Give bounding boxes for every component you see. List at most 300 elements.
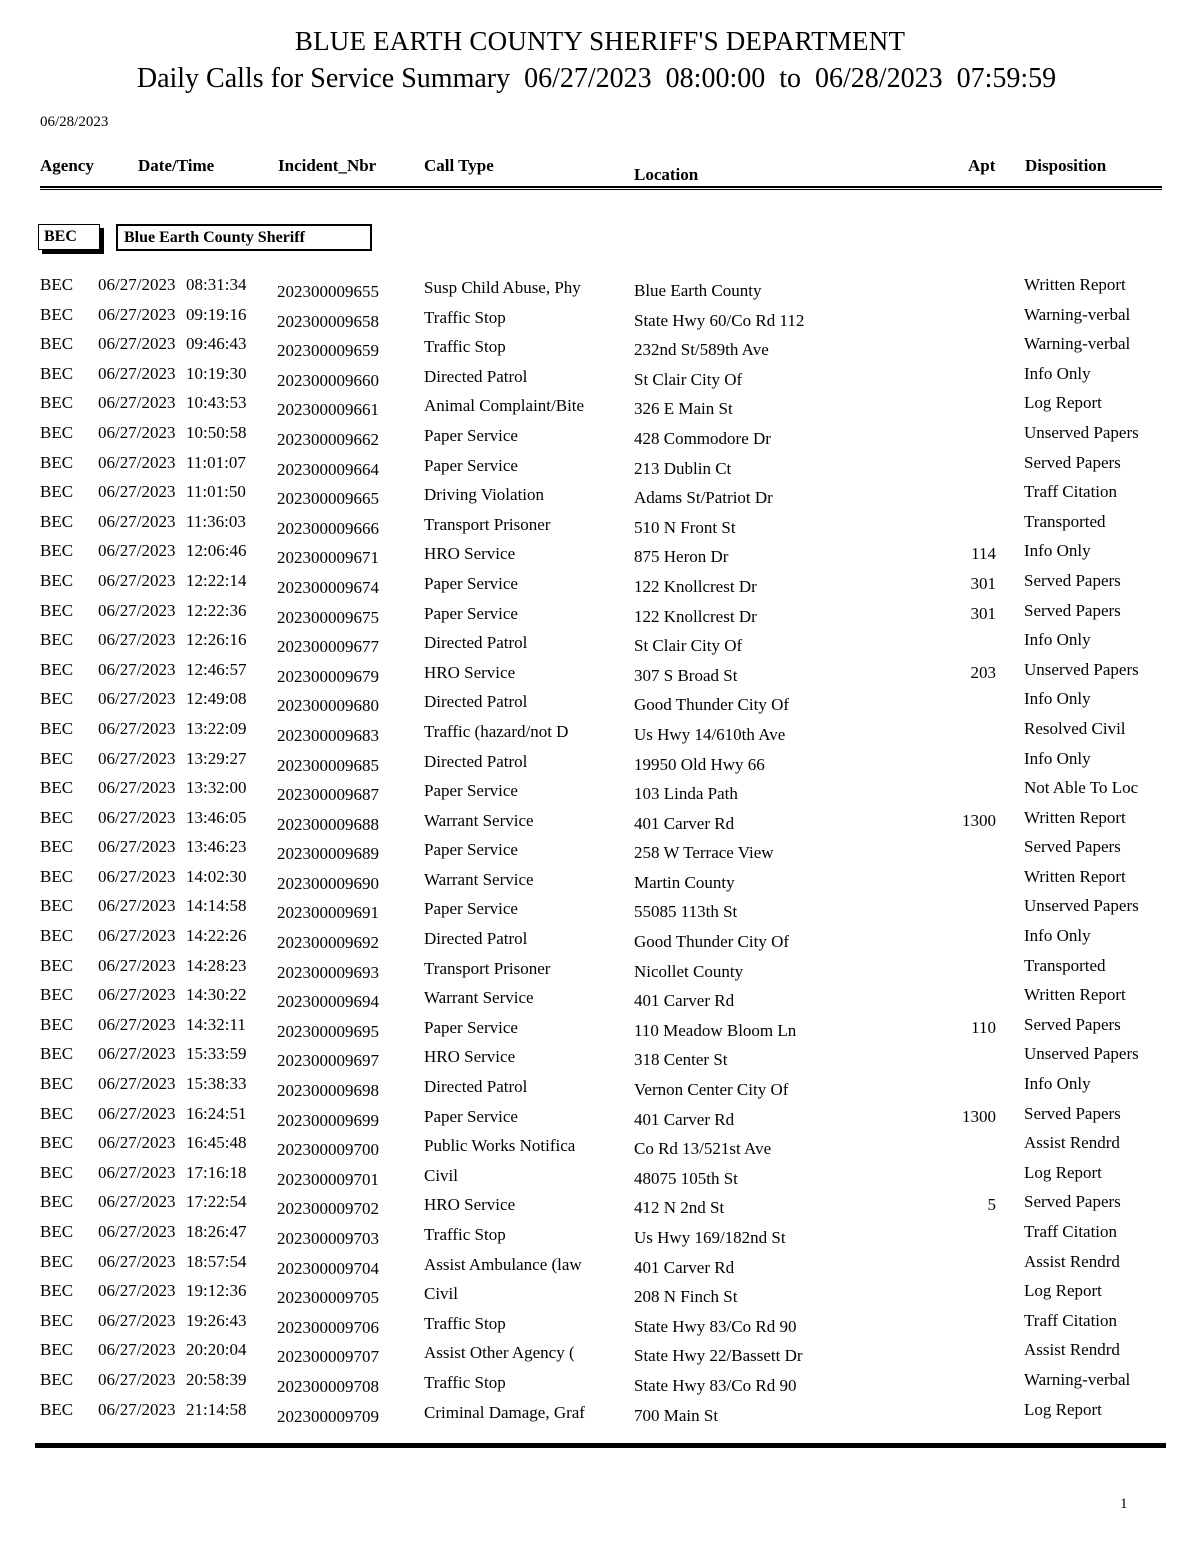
cell-agency: BEC	[40, 393, 74, 413]
cell-time: 10:50:58	[186, 422, 247, 442]
cell-agency: BEC	[40, 452, 74, 472]
cell-incident-nbr: 202300009664	[277, 459, 379, 479]
table-row	[0, 1222, 1200, 1252]
cell-date: 06/27/2023	[98, 1162, 176, 1182]
cell-time: 10:19:30	[186, 363, 247, 383]
cell-agency: BEC	[40, 1281, 74, 1301]
cell-disposition: Traff Citation	[1024, 1310, 1118, 1330]
cell-disposition: Assist Rendrd	[1024, 1133, 1120, 1153]
cell-call-type: HRO Service	[424, 544, 516, 564]
cell-incident-nbr: 202300009699	[277, 1110, 379, 1130]
cell-time: 16:45:48	[186, 1133, 247, 1153]
table-row	[0, 423, 1200, 453]
cell-time: 18:26:47	[186, 1222, 247, 1241]
cell-incident-nbr: 202300009692	[277, 933, 379, 953]
table-row	[0, 541, 1200, 571]
cell-agency: BEC	[40, 1251, 74, 1271]
cell-agency: BEC	[40, 1103, 74, 1123]
cell-date: 06/27/2023	[98, 363, 176, 383]
cell-incident-nbr: 202300009660	[277, 370, 379, 390]
cell-disposition: Info Only	[1024, 926, 1091, 946]
cell-disposition: Served Papers	[1024, 570, 1121, 590]
cell-incident-nbr: 202300009666	[277, 518, 379, 538]
column-header-location: Location	[634, 165, 699, 184]
cell-time: 11:36:03	[186, 511, 246, 531]
table-row	[0, 956, 1200, 986]
table-row	[0, 1163, 1200, 1193]
cell-incident-nbr: 202300009683	[277, 725, 379, 745]
cell-location: State Hwy 60/Co Rd 112	[634, 310, 805, 330]
cell-date: 06/27/2023	[98, 985, 176, 1005]
cell-location: St Clair City Of	[634, 636, 743, 656]
cell-location: 213 Dublin Ct	[634, 458, 732, 478]
cell-time: 14:22:26	[186, 926, 247, 946]
cell-incident-nbr: 202300009665	[277, 489, 379, 509]
cell-apt: 114	[971, 544, 996, 564]
cell-incident-nbr: 202300009691	[277, 903, 379, 923]
cell-date: 06/27/2023	[98, 541, 176, 561]
cell-call-type: Directed Patrol	[424, 1077, 528, 1097]
cell-disposition: Served Papers	[1024, 1192, 1121, 1212]
cell-location: 122 Knollcrest Dr	[634, 606, 757, 626]
cell-location: State Hwy 22/Bassett Dr	[634, 1346, 803, 1366]
cell-agency: BEC	[40, 334, 74, 354]
cell-incident-nbr: 202300009693	[277, 962, 379, 982]
cell-time: 13:22:09	[186, 718, 247, 738]
cell-location: 428 Commodore Dr	[634, 428, 771, 448]
agency-code-box: BEC	[38, 224, 100, 250]
cell-disposition: Served Papers	[1024, 1014, 1121, 1034]
cell-location: 48075 105th St	[634, 1168, 738, 1188]
cell-incident-nbr: 202300009688	[277, 814, 379, 834]
cell-incident-nbr: 202300009694	[277, 992, 379, 1012]
cell-call-type: Traffic Stop	[424, 307, 506, 327]
cell-call-type: Traffic (hazard/not D	[424, 721, 569, 741]
cell-time: 14:02:30	[186, 866, 247, 886]
table-row	[0, 660, 1200, 690]
table-row	[0, 1074, 1200, 1104]
cell-agency: BEC	[40, 541, 74, 561]
table-row	[0, 512, 1200, 542]
cell-call-type: Traffic Stop	[424, 1372, 506, 1392]
cell-call-type: Assist Other Agency (	[424, 1343, 575, 1363]
cell-agency: BEC	[40, 304, 74, 324]
cell-date: 06/27/2023	[98, 1281, 176, 1301]
cell-disposition: Traff Citation	[1024, 1222, 1118, 1241]
cell-location: 401 Carver Rd	[634, 813, 735, 833]
cell-incident-nbr: 202300009655	[277, 282, 379, 301]
cell-incident-nbr: 202300009675	[277, 607, 379, 627]
cell-location: St Clair City Of	[634, 369, 743, 389]
cell-location: 208 N Finch St	[634, 1287, 738, 1307]
cell-call-type: Civil	[424, 1284, 459, 1304]
cell-apt: 5	[987, 1195, 996, 1215]
cell-location: 232nd St/589th Ave	[634, 340, 769, 360]
cell-agency: BEC	[40, 482, 74, 502]
cell-call-type: Paper Service	[424, 1017, 518, 1037]
cell-disposition: Unserved Papers	[1024, 896, 1139, 916]
cell-incident-nbr: 202300009658	[277, 311, 379, 331]
cell-disposition: Log Report	[1024, 1399, 1102, 1419]
cell-agency: BEC	[40, 1133, 74, 1153]
cell-call-type: Paper Service	[424, 1106, 518, 1126]
cell-apt: 1300	[962, 810, 996, 830]
cell-time: 13:29:27	[186, 748, 247, 768]
cell-date: 06/27/2023	[98, 659, 176, 679]
cell-call-type: Civil	[424, 1165, 459, 1185]
cell-time: 12:06:46	[186, 541, 247, 561]
cell-agency: BEC	[40, 866, 74, 886]
cell-location: Nicollet County	[634, 961, 744, 981]
cell-incident-nbr: 202300009701	[277, 1169, 379, 1189]
cell-call-type: Animal Complaint/Bite	[424, 396, 585, 416]
cell-incident-nbr: 202300009709	[277, 1406, 379, 1426]
cell-disposition: Written Report	[1024, 275, 1126, 294]
cell-time: 12:46:57	[186, 659, 247, 679]
cell-incident-nbr: 202300009697	[277, 1051, 379, 1071]
subtitle-connector: to	[779, 63, 802, 94]
column-header-call-type: Call Type	[424, 156, 494, 175]
cell-date: 06/27/2023	[98, 393, 176, 413]
column-header-agency: Agency	[40, 156, 94, 175]
table-row	[0, 1104, 1200, 1134]
cell-date: 06/27/2023	[98, 1074, 176, 1094]
cell-call-type: Paper Service	[424, 840, 518, 860]
cell-call-type: Directed Patrol	[424, 929, 528, 949]
table-row	[0, 778, 1200, 808]
cell-date: 06/27/2023	[98, 422, 176, 442]
cell-disposition: Served Papers	[1024, 1103, 1121, 1123]
cell-agency: BEC	[40, 570, 74, 590]
table-row	[0, 1192, 1200, 1222]
subtitle-start-date: 06/27/2023	[524, 63, 652, 94]
cell-disposition: Written Report	[1024, 866, 1126, 886]
cell-agency: BEC	[40, 718, 74, 738]
cell-disposition: Log Report	[1024, 393, 1102, 413]
report-subtitle	[0, 60, 1200, 98]
cell-date: 06/27/2023	[98, 1133, 176, 1153]
table-row	[0, 1044, 1200, 1074]
cell-location: 510 N Front St	[634, 517, 736, 537]
cell-date: 06/27/2023	[98, 1251, 176, 1271]
cell-call-type: Criminal Damage, Graf	[424, 1402, 585, 1422]
cell-date: 06/27/2023	[98, 600, 176, 620]
cell-call-type: Transport Prisoner	[424, 958, 551, 978]
cell-disposition: Not Able To Loc	[1024, 778, 1139, 798]
cell-date: 06/27/2023	[98, 955, 176, 975]
cell-date: 06/27/2023	[98, 570, 176, 590]
cell-incident-nbr: 202300009689	[277, 844, 379, 864]
table-row	[0, 453, 1200, 483]
cell-location: 55085 113th St	[634, 902, 738, 922]
cell-disposition: Assist Rendrd	[1024, 1251, 1120, 1271]
cell-incident-nbr: 202300009679	[277, 666, 379, 686]
cell-agency: BEC	[40, 1014, 74, 1034]
cell-date: 06/27/2023	[98, 926, 176, 946]
cell-location: 122 Knollcrest Dr	[634, 576, 757, 596]
table-row	[0, 630, 1200, 660]
cell-disposition: Warning-verbal	[1024, 304, 1131, 324]
table-row	[0, 1281, 1200, 1311]
cell-agency: BEC	[40, 896, 74, 916]
cell-time: 18:57:54	[186, 1251, 247, 1271]
table-row	[0, 571, 1200, 601]
cell-date: 06/27/2023	[98, 689, 176, 709]
table-row	[0, 1311, 1200, 1341]
calls-table-body	[0, 275, 1200, 1429]
cell-incident-nbr: 202300009700	[277, 1140, 379, 1160]
cell-agency: BEC	[40, 985, 74, 1005]
cell-incident-nbr: 202300009674	[277, 577, 379, 597]
cell-time: 20:20:04	[186, 1340, 247, 1360]
table-row	[0, 1015, 1200, 1045]
cell-apt: 203	[970, 662, 996, 682]
table-row	[0, 837, 1200, 867]
column-header-datetime: Date/Time	[138, 156, 215, 175]
cell-time: 17:16:18	[186, 1162, 247, 1182]
column-header-disposition: Disposition	[1025, 156, 1107, 175]
subtitle-start-time: 08:00:00	[665, 63, 766, 94]
cell-disposition: Info Only	[1024, 689, 1091, 709]
cell-disposition: Log Report	[1024, 1162, 1102, 1182]
cell-date: 06/27/2023	[98, 748, 176, 768]
cell-time: 09:46:43	[186, 334, 247, 354]
cell-agency: BEC	[40, 1399, 74, 1419]
table-row	[0, 985, 1200, 1015]
cell-date: 06/27/2023	[98, 807, 176, 827]
cell-incident-nbr: 202300009705	[277, 1288, 379, 1308]
cell-location: 19950 Old Hwy 66	[634, 754, 765, 774]
cell-incident-nbr: 202300009706	[277, 1317, 379, 1337]
column-header-incident-nbr: Incident_Nbr	[278, 156, 377, 175]
cell-date: 06/27/2023	[98, 1222, 176, 1241]
cell-agency: BEC	[40, 511, 74, 531]
cell-date: 06/27/2023	[98, 866, 176, 886]
cell-apt: 110	[971, 1017, 996, 1037]
cell-time: 17:22:54	[186, 1192, 247, 1212]
cell-location: 258 W Terrace View	[634, 843, 774, 863]
cell-disposition: Assist Rendrd	[1024, 1340, 1120, 1360]
cell-agency: BEC	[40, 955, 74, 975]
subtitle-end-time: 07:59:59	[956, 63, 1057, 94]
cell-call-type: Directed Patrol	[424, 366, 528, 386]
table-row	[0, 305, 1200, 335]
cell-agency: BEC	[40, 1222, 74, 1241]
cell-agency: BEC	[40, 275, 74, 294]
cell-agency: BEC	[40, 363, 74, 383]
cell-location: 875 Heron Dr	[634, 547, 729, 567]
cell-disposition: Info Only	[1024, 748, 1091, 768]
cell-disposition: Unserved Papers	[1024, 659, 1139, 679]
cell-location: State Hwy 83/Co Rd 90	[634, 1375, 797, 1395]
cell-call-type: Traffic Stop	[424, 1313, 506, 1333]
table-row	[0, 896, 1200, 926]
report-header	[0, 24, 1200, 98]
cell-date: 06/27/2023	[98, 896, 176, 916]
cell-call-type: Paper Service	[424, 455, 518, 475]
cell-disposition: Transported	[1024, 511, 1106, 531]
cell-agency: BEC	[40, 837, 74, 857]
cell-date: 06/27/2023	[98, 778, 176, 798]
cell-time: 12:26:16	[186, 630, 247, 650]
cell-time: 14:14:58	[186, 896, 247, 916]
cell-location: Martin County	[634, 872, 735, 892]
cell-incident-nbr: 202300009661	[277, 400, 379, 420]
cell-agency: BEC	[40, 1044, 74, 1064]
cell-location: 110 Meadow Bloom Ln	[634, 1020, 797, 1040]
cell-location: 401 Carver Rd	[634, 1257, 735, 1277]
cell-disposition: Info Only	[1024, 541, 1091, 561]
cell-agency: BEC	[40, 1310, 74, 1330]
table-row	[0, 808, 1200, 838]
cell-agency: BEC	[40, 1192, 74, 1212]
cell-call-type: Directed Patrol	[424, 692, 528, 712]
cell-location: Adams St/Patriot Dr	[634, 488, 773, 508]
cell-time: 13:32:00	[186, 778, 247, 798]
cell-disposition: Served Papers	[1024, 837, 1121, 857]
cell-incident-nbr: 202300009704	[277, 1258, 379, 1278]
cell-call-type: Public Works Notifica	[424, 1136, 576, 1156]
cell-agency: BEC	[40, 1162, 74, 1182]
subtitle-label: Daily Calls for Service Summary	[136, 63, 511, 94]
cell-incident-nbr: 202300009662	[277, 429, 379, 449]
cell-time: 12:49:08	[186, 689, 247, 709]
cell-time: 15:33:59	[186, 1044, 247, 1064]
cell-location: Blue Earth County	[634, 281, 762, 300]
cell-date: 06/27/2023	[98, 1399, 176, 1419]
cell-agency: BEC	[40, 748, 74, 768]
cell-agency: BEC	[40, 807, 74, 827]
cell-call-type: Directed Patrol	[424, 633, 528, 653]
cell-disposition: Warning-verbal	[1024, 1369, 1131, 1389]
cell-date: 06/27/2023	[98, 1103, 176, 1123]
cell-call-type: HRO Service	[424, 1047, 516, 1067]
cell-date: 06/27/2023	[98, 1044, 176, 1064]
cell-disposition: Warning-verbal	[1024, 334, 1131, 354]
cell-time: 14:30:22	[186, 985, 247, 1005]
cell-date: 06/27/2023	[98, 630, 176, 650]
cell-call-type: Paper Service	[424, 425, 518, 445]
cell-disposition: Transported	[1024, 955, 1106, 975]
table-row	[0, 364, 1200, 394]
cell-call-type: Assist Ambulance (law	[424, 1254, 582, 1274]
cell-time: 12:22:36	[186, 600, 247, 620]
subtitle-end-date: 06/28/2023	[815, 63, 943, 94]
report-run-date: 06/28/2023	[40, 114, 109, 130]
cell-location: 401 Carver Rd	[634, 991, 735, 1011]
table-row	[0, 334, 1200, 364]
cell-call-type: Paper Service	[424, 899, 518, 919]
cell-disposition: Written Report	[1024, 807, 1126, 827]
table-row	[0, 1370, 1200, 1400]
cell-incident-nbr: 202300009703	[277, 1229, 379, 1248]
cell-date: 06/27/2023	[98, 1192, 176, 1212]
cell-agency: BEC	[40, 1340, 74, 1360]
table-row	[0, 601, 1200, 631]
cell-incident-nbr: 202300009677	[277, 637, 379, 657]
cell-incident-nbr: 202300009698	[277, 1081, 379, 1101]
cell-apt: 301	[970, 603, 996, 623]
cell-time: 19:12:36	[186, 1281, 247, 1301]
cell-time: 09:19:16	[186, 304, 247, 324]
cell-time: 11:01:07	[186, 452, 246, 472]
cell-incident-nbr: 202300009690	[277, 873, 379, 893]
cell-incident-nbr: 202300009680	[277, 696, 379, 716]
cell-call-type: Paper Service	[424, 573, 518, 593]
table-row	[0, 1340, 1200, 1370]
cell-time: 15:38:33	[186, 1074, 247, 1094]
cell-incident-nbr: 202300009685	[277, 755, 379, 775]
cell-call-type: Traffic Stop	[424, 337, 506, 357]
cell-date: 06/27/2023	[98, 1369, 176, 1389]
cell-time: 08:31:34	[186, 275, 247, 294]
table-row	[0, 482, 1200, 512]
cell-time: 14:28:23	[186, 955, 247, 975]
cell-disposition: Served Papers	[1024, 600, 1121, 620]
cell-incident-nbr: 202300009702	[277, 1199, 379, 1219]
cell-location: Good Thunder City Of	[634, 932, 790, 952]
cell-date: 06/27/2023	[98, 275, 176, 294]
cell-call-type: Warrant Service	[424, 810, 534, 830]
cell-time: 13:46:23	[186, 837, 247, 857]
footer-divider-rule	[35, 1443, 1166, 1448]
cell-time: 20:58:39	[186, 1369, 247, 1389]
table-row	[0, 689, 1200, 719]
department-title: BLUE EARTH COUNTY SHERIFF'S DEPARTMENT	[294, 26, 906, 56]
table-row	[0, 275, 1200, 305]
cell-location: 326 E Main St	[634, 399, 733, 419]
cell-time: 21:14:58	[186, 1399, 247, 1419]
cell-disposition: Unserved Papers	[1024, 1044, 1139, 1064]
cell-call-type: HRO Service	[424, 1195, 516, 1215]
cell-agency: BEC	[40, 659, 74, 679]
cell-time: 11:01:50	[186, 482, 246, 502]
table-column-headers	[0, 152, 1200, 186]
cell-agency: BEC	[40, 1074, 74, 1094]
table-row	[0, 1400, 1200, 1430]
table-row	[0, 926, 1200, 956]
cell-disposition: Written Report	[1024, 985, 1126, 1005]
cell-location: 412 N 2nd St	[634, 1198, 725, 1218]
cell-call-type: Transport Prisoner	[424, 514, 551, 534]
cell-disposition: Served Papers	[1024, 452, 1121, 472]
cell-agency: BEC	[40, 778, 74, 798]
cell-location: 401 Carver Rd	[634, 1109, 735, 1129]
cell-call-type: Paper Service	[424, 781, 518, 801]
cell-agency: BEC	[40, 926, 74, 946]
cell-date: 06/27/2023	[98, 452, 176, 472]
cell-agency: BEC	[40, 1369, 74, 1389]
cell-date: 06/27/2023	[98, 1014, 176, 1034]
cell-call-type: Paper Service	[424, 603, 518, 623]
cell-incident-nbr: 202300009687	[277, 785, 379, 805]
table-row	[0, 749, 1200, 779]
cell-date: 06/27/2023	[98, 1310, 176, 1330]
cell-location: Co Rd 13/521st Ave	[634, 1139, 772, 1159]
cell-time: 19:26:43	[186, 1310, 247, 1330]
cell-agency: BEC	[40, 689, 74, 709]
cell-location: Vernon Center City Of	[634, 1080, 789, 1100]
header-divider-rule	[40, 186, 1162, 190]
cell-disposition: Unserved Papers	[1024, 422, 1139, 442]
table-row	[0, 719, 1200, 749]
cell-disposition: Traff Citation	[1024, 482, 1118, 502]
cell-time: 10:43:53	[186, 393, 247, 413]
cell-agency: BEC	[40, 600, 74, 620]
cell-incident-nbr: 202300009708	[277, 1376, 379, 1396]
table-row	[0, 867, 1200, 897]
cell-incident-nbr: 202300009707	[277, 1347, 379, 1367]
